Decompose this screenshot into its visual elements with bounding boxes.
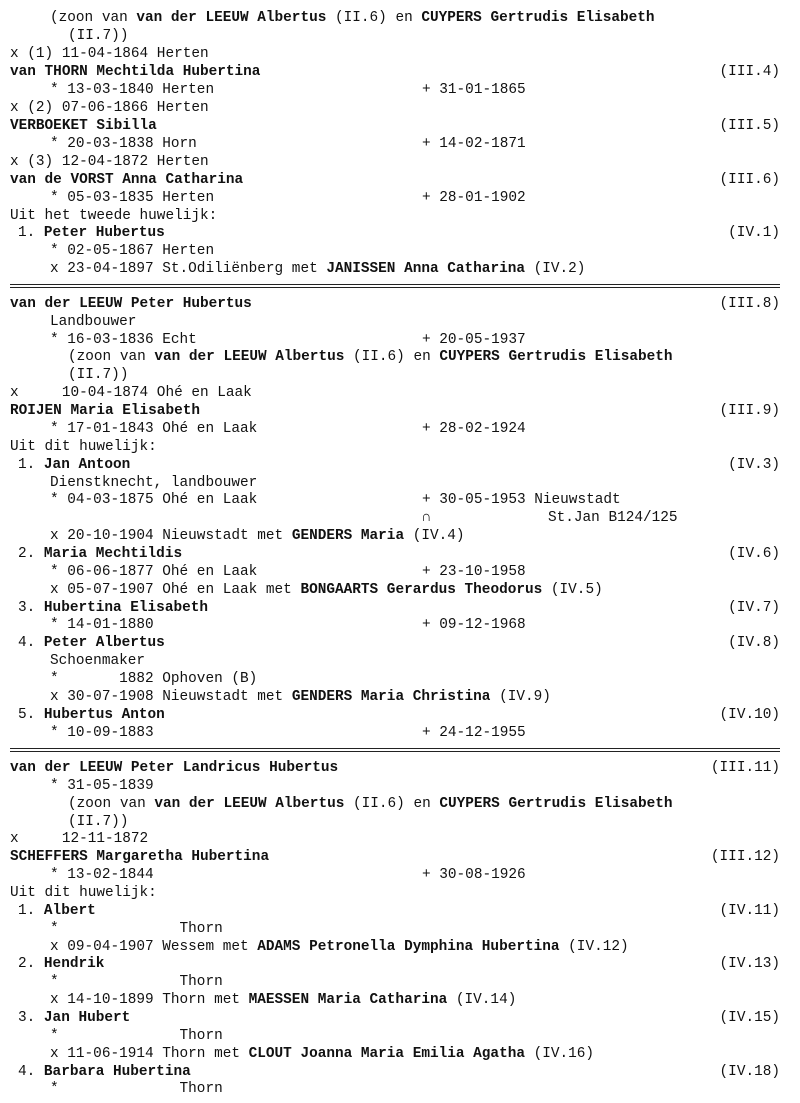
text-segment: Uit dit huwelijk: bbox=[10, 885, 157, 901]
generation-ref: (III.8) bbox=[719, 296, 780, 312]
generation-ref: (III.11) bbox=[710, 760, 780, 776]
line-text bbox=[50, 1080, 223, 1098]
text-segment: (IV.5) bbox=[542, 582, 603, 598]
person-name: GENDERS Maria Christina bbox=[291, 689, 491, 705]
line-text bbox=[50, 563, 257, 581]
line-text bbox=[50, 1045, 594, 1063]
line-text bbox=[68, 27, 128, 45]
text-segment: * 06-06-1877 Ohé en Laak bbox=[50, 564, 258, 580]
text-segment: Uit het tweede huwelijk: bbox=[10, 208, 218, 224]
line-text bbox=[10, 295, 252, 313]
line-text bbox=[50, 1027, 223, 1045]
record-line bbox=[0, 634, 800, 652]
text-segment: * 10-09-1883 bbox=[50, 725, 154, 741]
line-text bbox=[10, 99, 209, 117]
text-segment: 4. bbox=[18, 1064, 44, 1080]
death-date: + 30-05-1953 Nieuwstadt bbox=[422, 492, 621, 508]
death-date: + 28-01-1902 bbox=[422, 190, 526, 206]
text-segment: (IV.4) bbox=[404, 528, 465, 544]
record-line bbox=[0, 9, 800, 27]
generation-ref: (IV.13) bbox=[719, 956, 780, 972]
text-segment: (zoon van bbox=[68, 796, 155, 812]
generation-ref: (IV.10) bbox=[719, 707, 780, 723]
line-text bbox=[50, 724, 154, 742]
text-segment: ∩ bbox=[422, 510, 431, 526]
text-segment: (zoon van bbox=[50, 10, 137, 26]
record-line bbox=[0, 777, 800, 795]
generation-ref: (IV.1) bbox=[728, 225, 780, 241]
text-segment: x 10-04-1874 Ohé en Laak bbox=[10, 385, 252, 401]
text-segment: Uit dit huwelijk: bbox=[10, 439, 157, 455]
person-name: van de VORST Anna Catharina bbox=[10, 172, 244, 188]
record-line bbox=[0, 599, 800, 617]
line-text bbox=[50, 313, 136, 331]
death-date: + 20-05-1937 bbox=[422, 332, 526, 348]
person-name: van der LEEUW Albertus bbox=[136, 10, 327, 26]
line-text bbox=[50, 616, 154, 634]
death-date: + 23-10-1958 bbox=[422, 564, 526, 580]
generation-ref: (III.4) bbox=[719, 64, 780, 80]
death-date: + 28-02-1924 bbox=[422, 421, 526, 437]
record-line bbox=[0, 759, 800, 777]
text-segment: Dienstknecht, landbouwer bbox=[50, 475, 258, 491]
record-line bbox=[0, 117, 800, 135]
text-segment: * 02-05-1867 Herten bbox=[50, 243, 215, 259]
text-segment: x 12-11-1872 bbox=[10, 831, 149, 847]
line-text bbox=[18, 1063, 191, 1081]
person-name: CUYPERS Gertrudis Elisabeth bbox=[421, 10, 655, 26]
record-line bbox=[0, 724, 800, 742]
death-date: + 31-01-1865 bbox=[422, 82, 526, 98]
text-segment: Schoenmaker bbox=[50, 653, 145, 669]
record-line bbox=[0, 402, 800, 420]
text-segment: 3. bbox=[18, 600, 44, 616]
generation-ref: (III.9) bbox=[719, 403, 780, 419]
text-segment: (IV.12) bbox=[559, 939, 629, 955]
text-segment: * 1882 Ophoven (B) bbox=[50, 671, 258, 687]
record-line bbox=[0, 224, 800, 242]
record-line bbox=[0, 1027, 800, 1045]
death-date: + 30-08-1926 bbox=[422, 867, 526, 883]
text-segment: (II.6) en bbox=[344, 796, 440, 812]
line-text bbox=[50, 527, 465, 545]
text-segment: x 30-07-1908 Nieuwstadt met bbox=[50, 689, 292, 705]
record-line bbox=[0, 456, 800, 474]
line-text bbox=[68, 348, 673, 366]
death-date: + 14-02-1871 bbox=[422, 136, 526, 152]
line-text bbox=[18, 599, 208, 617]
line-text bbox=[10, 153, 209, 171]
record-line bbox=[0, 63, 800, 81]
text-segment: (II.7)) bbox=[68, 28, 129, 44]
record-line bbox=[0, 902, 800, 920]
line-text bbox=[10, 171, 243, 189]
person-name: van der LEEUW Albertus bbox=[154, 796, 345, 812]
text-segment: * 20-03-1838 Horn bbox=[50, 136, 197, 152]
line-text bbox=[10, 438, 157, 456]
person-name: Barbara Hubertina bbox=[43, 1064, 191, 1080]
line-text bbox=[50, 866, 154, 884]
person-name: Hubertina Elisabeth bbox=[43, 600, 209, 616]
person-name: BONGAARTS Gerardus Theodorus bbox=[300, 582, 543, 598]
generation-ref: (IV.6) bbox=[728, 546, 780, 562]
person-name: van der LEEUW Peter Hubertus bbox=[10, 296, 252, 312]
record-line bbox=[0, 135, 800, 153]
record-line bbox=[0, 670, 800, 688]
person-name: van THORN Mechtilda Hubertina bbox=[10, 64, 261, 80]
line-text bbox=[10, 402, 200, 420]
person-name: CUYPERS Gertrudis Elisabeth bbox=[439, 349, 673, 365]
line-text bbox=[50, 777, 154, 795]
record-line bbox=[0, 45, 800, 63]
line-text bbox=[10, 45, 209, 63]
text-segment: 2. bbox=[18, 956, 44, 972]
text-segment: 4. bbox=[18, 635, 44, 651]
text-segment: * 05-03-1835 Herten bbox=[50, 190, 215, 206]
line-text bbox=[18, 706, 165, 724]
record-line bbox=[0, 688, 800, 706]
person-name: GENDERS Maria bbox=[291, 528, 405, 544]
person-name: Jan Antoon bbox=[43, 457, 131, 473]
record-line bbox=[0, 884, 800, 902]
text-segment: (II.6) en bbox=[344, 349, 440, 365]
text-segment: * Thorn bbox=[50, 1081, 223, 1097]
record-line bbox=[0, 171, 800, 189]
record-line bbox=[0, 491, 800, 509]
person-name: ROIJEN Maria Elisabeth bbox=[10, 403, 200, 419]
record-line bbox=[0, 313, 800, 331]
line-text bbox=[50, 242, 214, 260]
line-text bbox=[50, 688, 551, 706]
text-segment: St.Jan B124/125 bbox=[548, 510, 678, 526]
record-line bbox=[0, 242, 800, 260]
record-line bbox=[0, 1063, 800, 1081]
death-date: + 09-12-1968 bbox=[422, 617, 526, 633]
text-segment: 1. bbox=[18, 903, 44, 919]
text-segment: * Thorn bbox=[50, 1028, 223, 1044]
text-segment: 5. bbox=[18, 707, 44, 723]
record-line bbox=[0, 207, 800, 225]
person-name: CLOUT Joanna Maria Emilia Agatha bbox=[248, 1046, 525, 1062]
text-segment: 1. bbox=[18, 225, 44, 241]
line-text bbox=[68, 366, 128, 384]
person-name: Peter Albertus bbox=[43, 635, 165, 651]
text-segment: (II.7)) bbox=[68, 814, 129, 830]
text-segment: x 23-04-1897 St.Odiliënberg met bbox=[50, 261, 327, 277]
text-segment: 1. bbox=[18, 457, 44, 473]
line-text bbox=[50, 973, 223, 991]
line-text bbox=[50, 581, 603, 599]
record-line bbox=[0, 1045, 800, 1063]
line-text bbox=[50, 920, 223, 938]
record-line bbox=[0, 474, 800, 492]
record-line bbox=[0, 706, 800, 724]
generation-ref: (IV.3) bbox=[728, 457, 780, 473]
record-line bbox=[0, 153, 800, 171]
text-segment: * 14-01-1880 bbox=[50, 617, 154, 633]
record-line bbox=[0, 527, 800, 545]
record-line bbox=[0, 652, 800, 670]
person-name: Hendrik bbox=[43, 956, 105, 972]
person-name: SCHEFFERS Margaretha Hubertina bbox=[10, 849, 270, 865]
line-text bbox=[50, 9, 655, 27]
line-text bbox=[50, 491, 257, 509]
record-line bbox=[0, 1080, 800, 1098]
line-text bbox=[10, 759, 338, 777]
text-segment: (IV.14) bbox=[447, 992, 517, 1008]
record-line bbox=[0, 866, 800, 884]
line-text bbox=[10, 63, 260, 81]
line-text bbox=[18, 902, 96, 920]
death-date: + 24-12-1955 bbox=[422, 725, 526, 741]
text-segment: x 09-04-1907 Wessem met bbox=[50, 939, 258, 955]
line-text bbox=[50, 331, 197, 349]
text-segment: 3. bbox=[18, 1010, 44, 1026]
text-segment: (II.6) en bbox=[326, 10, 422, 26]
record-line bbox=[0, 366, 800, 384]
line-text bbox=[10, 207, 217, 225]
text-segment: x (1) 11-04-1864 Herten bbox=[10, 46, 209, 62]
record-line bbox=[0, 973, 800, 991]
section-separator bbox=[10, 748, 780, 752]
record-line bbox=[0, 331, 800, 349]
record-line bbox=[0, 795, 800, 813]
record-line bbox=[0, 438, 800, 456]
line-text bbox=[50, 81, 214, 99]
line-text bbox=[18, 1009, 130, 1027]
record-line bbox=[0, 545, 800, 563]
record-line bbox=[0, 99, 800, 117]
person-name: VERBOEKET Sibilla bbox=[10, 118, 157, 134]
line-text bbox=[50, 135, 197, 153]
generation-ref: (III.5) bbox=[719, 118, 780, 134]
person-name: MAESSEN Maria Catharina bbox=[248, 992, 448, 1008]
line-text bbox=[10, 848, 269, 866]
text-segment: * 04-03-1875 Ohé en Laak bbox=[50, 492, 258, 508]
record-line bbox=[0, 955, 800, 973]
record-line bbox=[0, 260, 800, 278]
text-segment: Landbouwer bbox=[50, 314, 137, 330]
line-text bbox=[50, 938, 629, 956]
generation-ref: (IV.8) bbox=[728, 635, 780, 651]
generation-ref: (IV.11) bbox=[719, 903, 780, 919]
line-text bbox=[10, 884, 157, 902]
line-text bbox=[18, 545, 182, 563]
generation-ref: (IV.15) bbox=[719, 1010, 780, 1026]
text-segment: (zoon van bbox=[68, 349, 155, 365]
generation-ref: (III.6) bbox=[719, 172, 780, 188]
person-name: Jan Hubert bbox=[43, 1010, 131, 1026]
record-line bbox=[0, 848, 800, 866]
section-separator bbox=[10, 284, 780, 288]
line-text bbox=[50, 991, 516, 1009]
text-segment: * 13-02-1844 bbox=[50, 867, 154, 883]
text-segment: * 13-03-1840 Herten bbox=[50, 82, 215, 98]
text-segment: x (2) 07-06-1866 Herten bbox=[10, 100, 209, 116]
person-name: ADAMS Petronella Dymphina Hubertina bbox=[257, 939, 560, 955]
line-text bbox=[50, 474, 257, 492]
generation-ref: (III.12) bbox=[710, 849, 780, 865]
text-segment: * 16-03-1836 Echt bbox=[50, 332, 197, 348]
person-name: Maria Mechtildis bbox=[43, 546, 183, 562]
text-segment: x 05-07-1907 Ohé en Laak met bbox=[50, 582, 301, 598]
line-text bbox=[18, 955, 104, 973]
line-text bbox=[50, 189, 214, 207]
person-name: CUYPERS Gertrudis Elisabeth bbox=[439, 796, 673, 812]
record-line bbox=[0, 616, 800, 634]
line-text bbox=[50, 652, 145, 670]
text-segment: x 20-10-1904 Nieuwstadt met bbox=[50, 528, 292, 544]
line-text bbox=[10, 830, 148, 848]
record-line bbox=[0, 830, 800, 848]
record-line bbox=[0, 563, 800, 581]
line-text bbox=[68, 795, 673, 813]
text-segment: (IV.9) bbox=[490, 689, 551, 705]
record-line bbox=[0, 81, 800, 99]
text-segment: x 14-10-1899 Thorn met bbox=[50, 992, 249, 1008]
text-segment: (II.7)) bbox=[68, 367, 129, 383]
line-text bbox=[10, 117, 157, 135]
record-line bbox=[0, 938, 800, 956]
generation-ref: (IV.7) bbox=[728, 600, 780, 616]
text-segment: * Thorn bbox=[50, 974, 223, 990]
record-line bbox=[0, 189, 800, 207]
person-name: JANISSEN Anna Catharina bbox=[326, 261, 525, 277]
line-text bbox=[68, 813, 128, 831]
line-text bbox=[548, 509, 678, 527]
record-line bbox=[0, 27, 800, 45]
line-text bbox=[18, 634, 165, 652]
record-line bbox=[0, 813, 800, 831]
text-segment: x 11-06-1914 Thorn met bbox=[50, 1046, 249, 1062]
record-line bbox=[0, 384, 800, 402]
text-segment: * Thorn bbox=[50, 921, 223, 937]
record-line bbox=[0, 920, 800, 938]
text-segment: x (3) 12-04-1872 Herten bbox=[10, 154, 209, 170]
text-segment: 2. bbox=[18, 546, 44, 562]
person-name: Peter Hubertus bbox=[43, 225, 165, 241]
text-segment: (IV.2) bbox=[524, 261, 586, 277]
record-line bbox=[0, 295, 800, 313]
record-line bbox=[0, 581, 800, 599]
record-line bbox=[0, 420, 800, 438]
line-text bbox=[50, 420, 257, 438]
person-name: Hubertus Anton bbox=[43, 707, 165, 723]
line-text bbox=[18, 456, 130, 474]
person-name: Albert bbox=[43, 903, 96, 919]
text-segment: * 31-05-1839 bbox=[50, 778, 154, 794]
text-segment: * 17-01-1843 Ohé en Laak bbox=[50, 421, 258, 437]
line-text bbox=[50, 260, 585, 278]
record-line bbox=[0, 991, 800, 1009]
line-text bbox=[50, 670, 257, 688]
line-text bbox=[10, 384, 252, 402]
person-name: van der LEEUW Albertus bbox=[154, 349, 345, 365]
record-line bbox=[0, 348, 800, 366]
record-line bbox=[0, 1009, 800, 1027]
generation-ref: (IV.18) bbox=[719, 1064, 780, 1080]
record-line bbox=[0, 509, 800, 527]
line-text bbox=[18, 224, 165, 242]
text-segment: (IV.16) bbox=[524, 1046, 595, 1062]
person-name: van der LEEUW Peter Landricus Hubertus bbox=[10, 760, 339, 776]
